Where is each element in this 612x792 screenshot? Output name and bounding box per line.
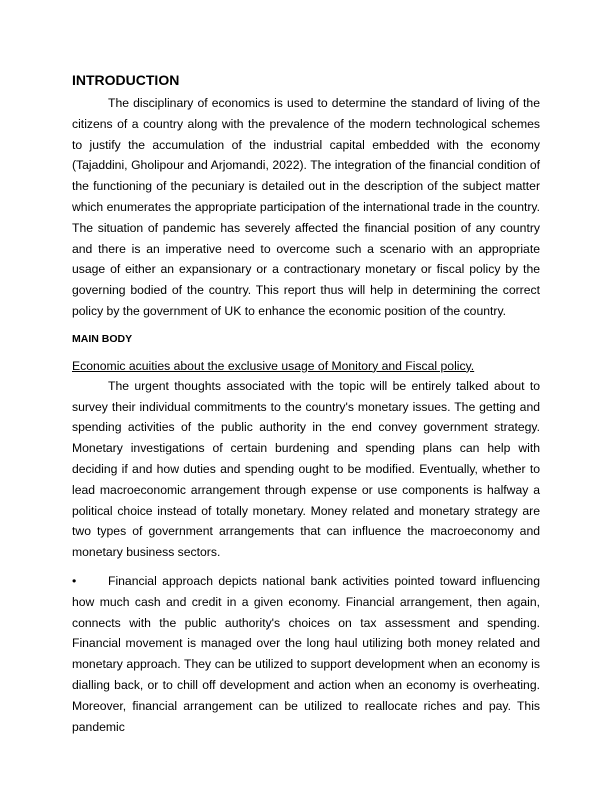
section-subheading: Economic acuities about the exclusive usage of Monitory and Fiscal policy. <box>72 358 475 373</box>
main-body-heading: MAIN BODY <box>72 332 133 345</box>
document-page <box>72 70 540 737</box>
introduction-paragraph: The disciplinary of economics is used to determine the standard of living of the citizens of a country along with the prevalence of the modern technological schemes to justify the accumulation of the industrial capital embedded with the economy (Tajaddini, Gholipour and Arjomandi, 2022). The integration of the financial condition of the functioning of the pecuniary is detailed out in the description of the subject matter which enumerates the appropriate participation of the international trade in the country. The situation of pandemic has severely affected the financial position of any country and there is an imperative need to overcome such a scenario with an appropriate usage of either an expansionary or a contractionary monetary or fiscal policy by the governing bodied of the country. This report thus will help in determining the correct policy by the government of UK to enhance the economic position of the country. <box>72 96 540 318</box>
bullet-marker: • <box>72 573 77 588</box>
introduction-heading: INTRODUCTION <box>72 72 180 88</box>
bullet-paragraph <box>72 571 540 737</box>
bullet-text: Financial approach depicts national bank activities pointed toward influencing how much cash and credit in a given economy. Financial arrangement, then again, connects with the public authority's choices on tax assessment and spending. Financial movement is managed over the long haul utilizing both money related and monetary approach. They can be utilized to support development when an economy is dialling back, or to chill off development and action when an economy is overheating. Moreover, financial arrangement can be utilized to reallocate riches and pay. This pandemic <box>72 573 540 734</box>
main-body-paragraph: The urgent thoughts associated with the topic will be entirely talked about to survey their individual commitments to the country's monetary issues. The getting and spending activities of the public authority in the end convey government strategy. Monetary investigations of certain burdening and spending plans can help with deciding if and how duties and spending ought to be modified. Eventually, whether to lead macroeconomic arrangement through expense or use components is halfway a political choice instead of totally monetary. Money related and monetary strategy are two types of government arrangements that can influence the macroeconomy and monetary business sectors. <box>72 378 540 560</box>
